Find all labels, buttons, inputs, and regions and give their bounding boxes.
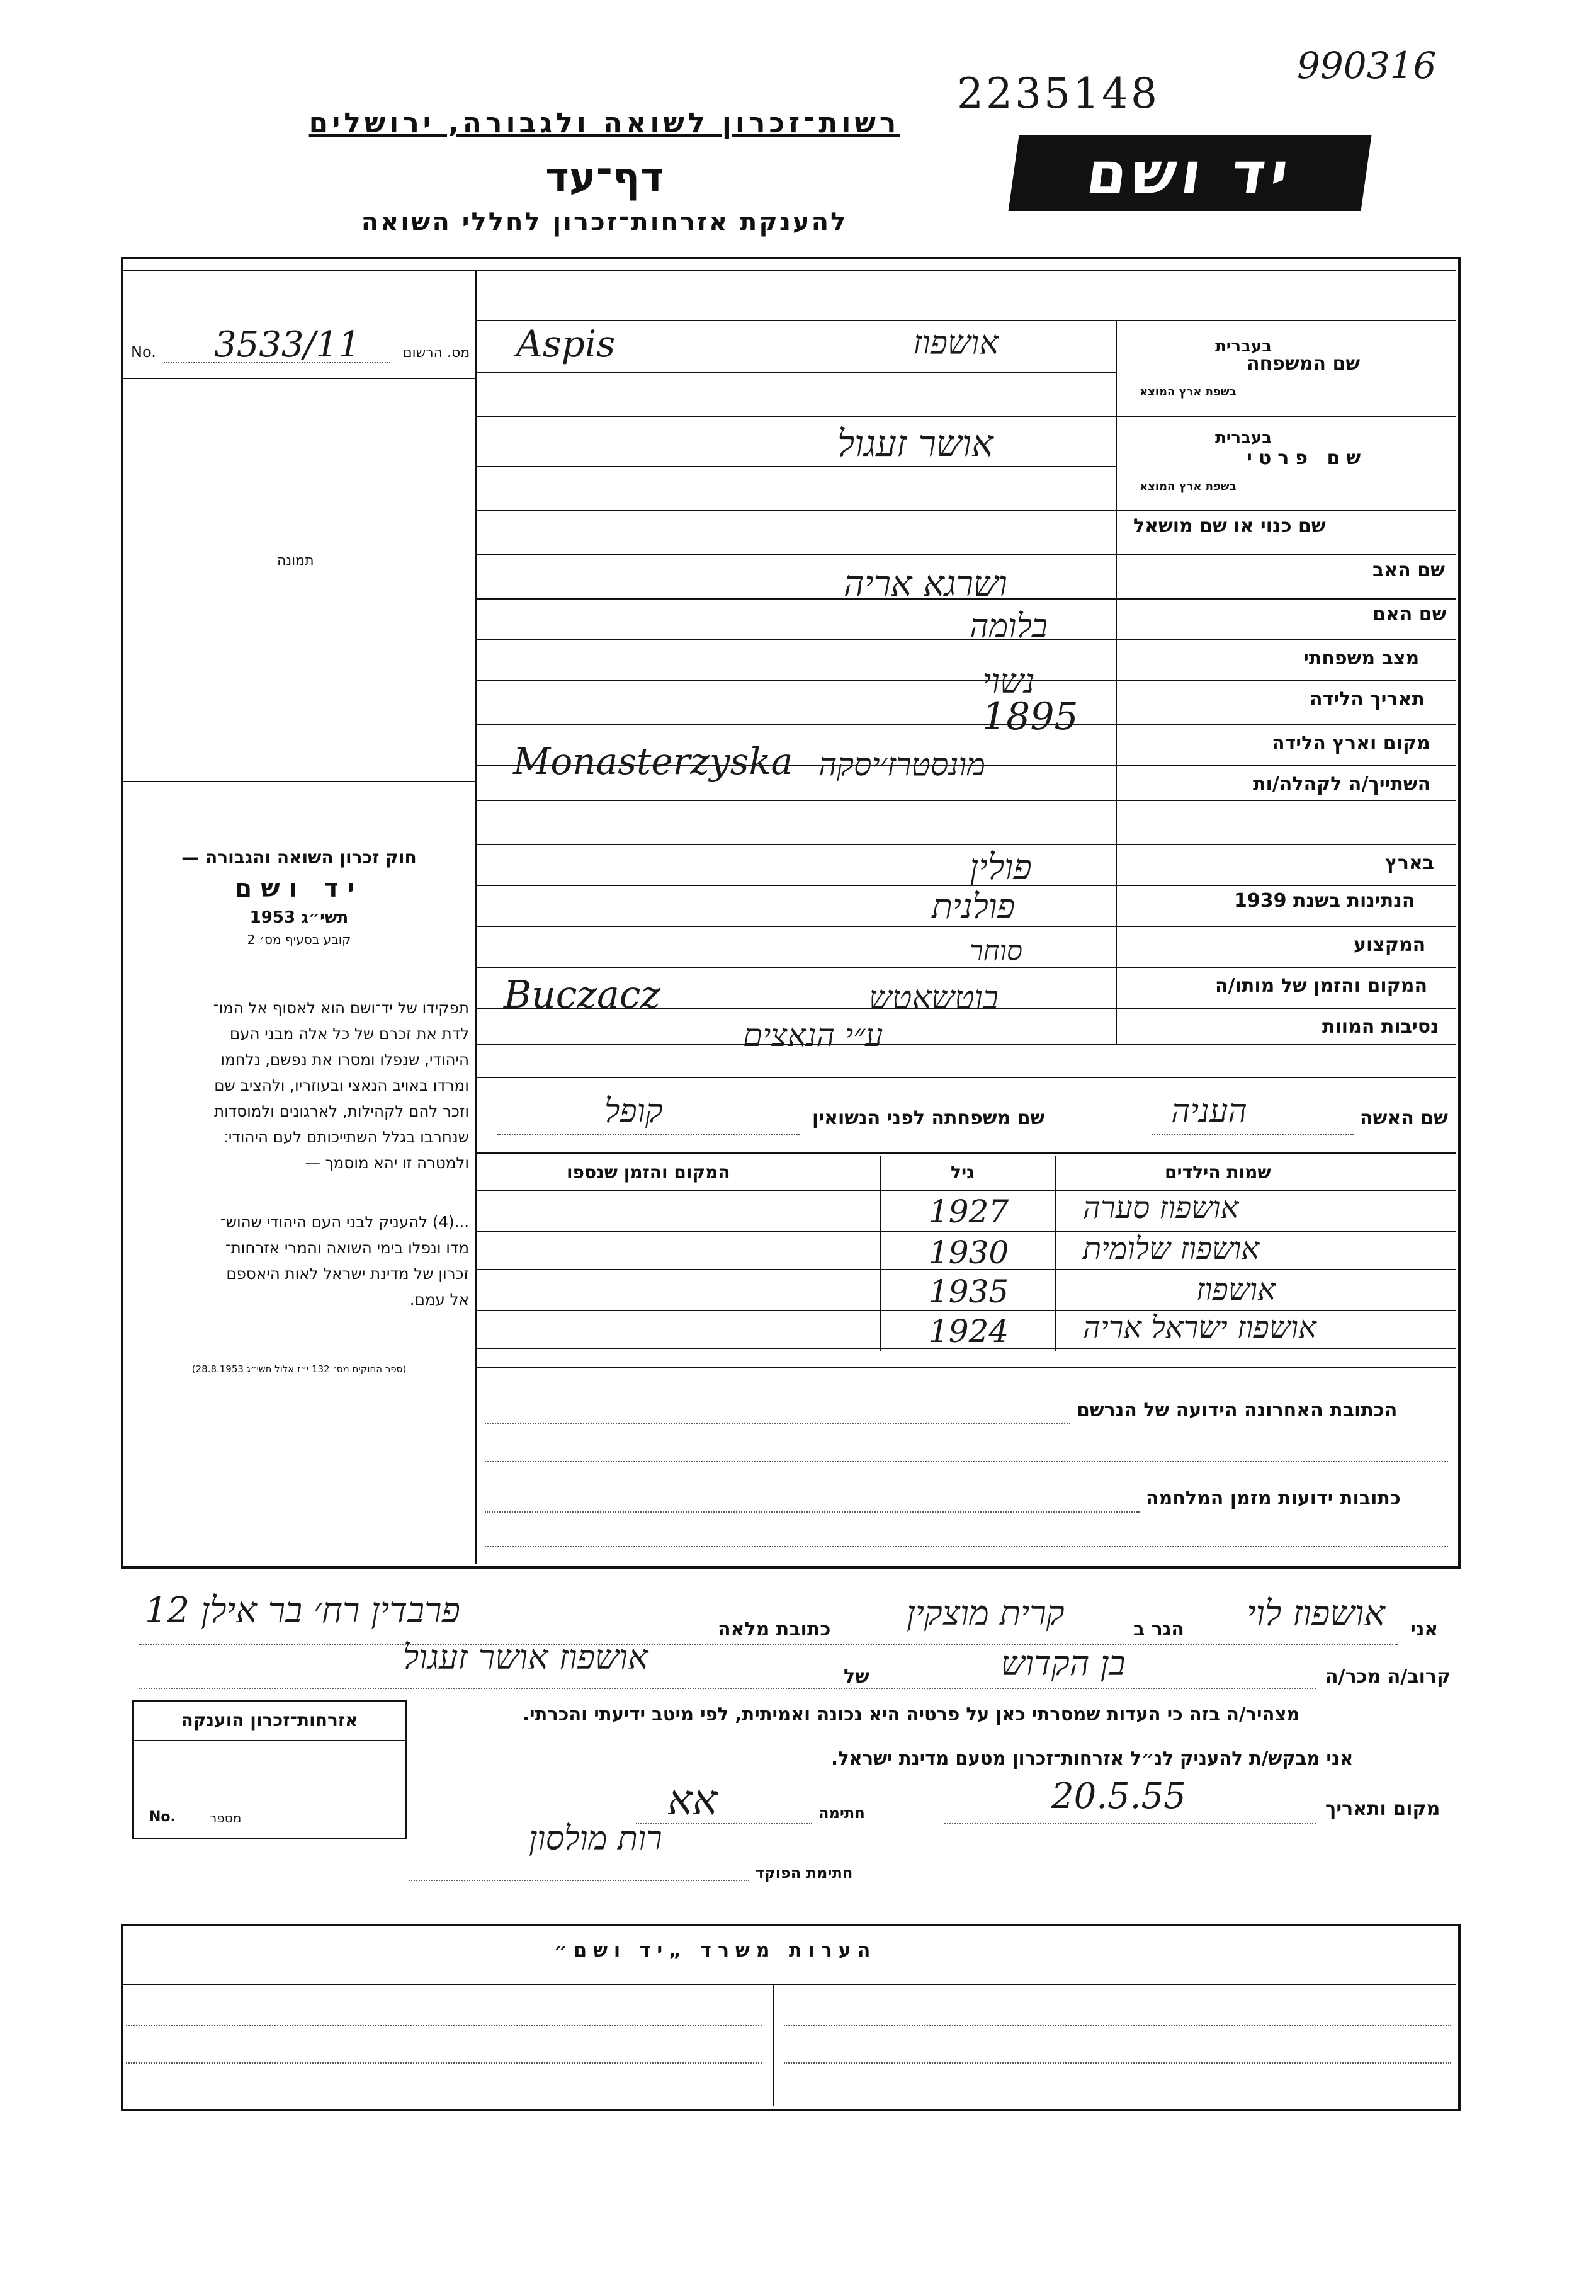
row-line: [475, 800, 1456, 801]
citizenship-box-title: אזרחות־זכרון הוענקה: [181, 1710, 358, 1731]
last-address-line-2: [485, 1461, 1448, 1462]
wartime-address-label: כתובות ידועות מזמן המלחמה: [1146, 1487, 1401, 1509]
citizenship-box-divider: [134, 1740, 405, 1741]
office-notes-line: [784, 2062, 1451, 2064]
relation-label: קרוב/ה מכר/ה: [1325, 1666, 1451, 1688]
law-p1-line: ולמטרה זו יהא מוסמך —: [305, 1154, 469, 1172]
wife-maiden-line: [497, 1134, 800, 1135]
form-subtitle: להענקת אזרחות־זכרון לחללי השואה: [361, 208, 848, 237]
law-p1-line: וזכר להם לקהילות, לארגונים ולמוסדות: [214, 1102, 469, 1120]
office-notes-divider: [773, 1985, 774, 2106]
citizenship-value[interactable]: פולנית: [932, 887, 1016, 926]
wife-name-value[interactable]: העניה: [1171, 1093, 1247, 1130]
children-row-line: [475, 1231, 1456, 1232]
office-notes-line: [126, 2062, 762, 2064]
registration-divider: [123, 378, 475, 379]
frame-top-inner: [123, 270, 1456, 271]
death-circumstances-label: נסיבות המוות: [1322, 1016, 1439, 1038]
place-date-label: מקום ותאריך: [1325, 1798, 1440, 1820]
wife-maiden-value[interactable]: קופל: [604, 1093, 663, 1130]
top-right-number: 990316: [1297, 44, 1437, 87]
relation-line: [139, 1688, 1316, 1689]
office-notes-line: [784, 2025, 1451, 2026]
wartime-address-line: [485, 1511, 1140, 1513]
law-p1-line: תפקידו של יד־ושם הוא לאסוף אל המו־: [213, 999, 469, 1017]
row-line: [475, 554, 1456, 555]
signature-value[interactable]: אא: [667, 1776, 718, 1824]
death-place-hebrew[interactable]: בוטשאטש: [869, 979, 999, 1017]
logo-text: יד ושם: [1082, 139, 1298, 207]
father-name-label: שם האב: [1372, 559, 1445, 581]
family-name-origin[interactable]: Aspis: [516, 322, 616, 365]
law-p1-line: היהודי, שנפלו ומסרו את נפשם, נלחמו: [220, 1050, 469, 1069]
law-p2-line: מדו ונפלו בימי השואה והמרי אזרחות־: [225, 1239, 469, 1257]
last-address-line: [485, 1423, 1070, 1424]
wife-maiden-label: שם משפחתה לפני הנשואין: [812, 1107, 1045, 1129]
child-name[interactable]: אושפוז שלומית: [1083, 1231, 1260, 1266]
death-place-label: המקום והזמן של מותו/ה: [1215, 975, 1428, 997]
family-name-hebrew[interactable]: אושפוז: [913, 324, 999, 362]
sub-row-line: [475, 466, 1116, 467]
row-line: [475, 320, 1456, 321]
children-age-header: גיל: [951, 1162, 975, 1183]
children-bottom-line: [475, 1367, 1456, 1368]
wife-top-line: [475, 1077, 1456, 1078]
first-name-hebrew[interactable]: אושר זעגול: [837, 422, 993, 465]
birth-place-origin[interactable]: Monasterzyska: [513, 740, 793, 783]
wife-label: שם האשה: [1360, 1107, 1448, 1129]
law-name: יד ושם: [234, 874, 364, 903]
child-name[interactable]: אושפוז: [1196, 1272, 1276, 1307]
first-name-origin-label: בשפת ארץ המוצא: [1140, 480, 1237, 493]
law-year: תשי״ג 1953: [249, 908, 349, 927]
signature-line: [636, 1823, 812, 1824]
row-line: [475, 885, 1456, 886]
birth-date-label: תאריך הלידה: [1310, 688, 1425, 710]
child-age[interactable]: 1935: [929, 1273, 1009, 1310]
relation-of-value[interactable]: אושפוז אושר זעגול: [403, 1637, 648, 1677]
law-block: [129, 847, 469, 947]
birth-place-hebrew[interactable]: מונסטרז׳יסקה: [818, 746, 985, 783]
left-column-divider: [475, 270, 477, 1564]
yad-vashem-logo: [1009, 135, 1372, 211]
row-line: [475, 680, 1456, 681]
relation-of-label: של: [844, 1666, 869, 1688]
law-p1-line: לדת את זכרם של כל אלה מבני העם: [229, 1025, 469, 1043]
father-name-value[interactable]: ושרגא אריה: [844, 564, 1007, 605]
row-line: [475, 416, 1456, 417]
profession-label: המקצוע: [1354, 934, 1426, 956]
children-names-header: שמות הילדים: [1165, 1162, 1271, 1183]
children-col-divider: [1055, 1156, 1056, 1351]
child-age[interactable]: 1924: [929, 1313, 1009, 1350]
declarant-resides-label: הגר ב: [1133, 1618, 1184, 1640]
child-age[interactable]: 1930: [929, 1234, 1009, 1271]
office-notes-header-line: [123, 1984, 1456, 1985]
officer-signature-line: [409, 1880, 749, 1881]
marital-status-label: מצב משפחתי: [1303, 647, 1420, 669]
wife-bottom-line: [475, 1152, 1456, 1154]
row-line: [475, 1044, 1456, 1045]
death-place-origin[interactable]: Buczacz: [504, 973, 660, 1017]
law-p1-line: ומרדו באויב הנאצי ובעוזריו, ולהציב שם: [214, 1076, 469, 1094]
label-column-divider: [1116, 320, 1117, 1044]
children-place-header: המקום והזמן שנספו: [567, 1162, 730, 1183]
last-address-label: הכתובת האחרונה הידועה של הנרשם: [1077, 1399, 1398, 1421]
office-notes-line: [126, 2025, 762, 2026]
child-name[interactable]: אושפוז סערה: [1083, 1190, 1239, 1225]
place-date-value[interactable]: 20.5.55: [1051, 1776, 1186, 1817]
photo-divider: [123, 781, 475, 782]
community-label: השתייך/ה לקהלה/ות: [1253, 773, 1431, 795]
office-notes-title: הערות משרד „יד ושם״: [554, 1940, 877, 1962]
registration-no-label: No.: [131, 343, 156, 361]
registration-label: מס. הרשום: [403, 345, 470, 361]
country-value[interactable]: פולין: [970, 847, 1032, 888]
mother-name-value[interactable]: בלומה: [970, 608, 1048, 645]
profession-value[interactable]: סוחר: [970, 935, 1022, 967]
citizenship-box-no-label: No.: [149, 1809, 176, 1825]
authority-title: רשות־זכרון לשואה ולגבורה, ירושלים: [308, 107, 900, 139]
birth-place-label: מקום וארץ הלידה: [1272, 732, 1430, 754]
law-paragraph-1: [129, 995, 469, 1176]
birth-date-value[interactable]: 1895: [982, 695, 1078, 739]
law-clause: קובע בסעיף מס׳ 2: [247, 932, 351, 947]
form-title: דף־עד: [545, 154, 664, 201]
mother-name-label: שם האם: [1372, 603, 1447, 625]
nickname-label: שם כנוי או שם מושאל: [1133, 515, 1326, 537]
declarant-name[interactable]: אושפוז לוי: [1247, 1593, 1385, 1634]
full-address-value[interactable]: פרבדין רח׳ בר אילן 12: [145, 1590, 460, 1631]
children-col-divider: [880, 1156, 881, 1351]
archive-number: 2235148: [957, 69, 1160, 118]
law-title: חוק זכרון השואה והגבורה —: [181, 847, 417, 868]
full-address-label: כתובת מלאה: [718, 1618, 831, 1640]
wife-name-line: [1152, 1134, 1354, 1135]
declarant-i-label: אני: [1410, 1618, 1439, 1640]
sub-row-line: [475, 372, 1116, 373]
family-name-label: שם המשפחה: [1247, 353, 1361, 375]
citizenship-box-num-label: מספר: [210, 1810, 242, 1826]
declarant-resides[interactable]: קרית מוצקין: [907, 1593, 1065, 1633]
family-name-hebrew-label: בעברית: [1215, 337, 1272, 356]
declaration-text: מצהיר/ה בזה כי העדות שמסרתי כאן על פרטיה היא נכונה ואמיתית, לפי מיטב ידיעתי והכרתי.: [523, 1703, 1300, 1725]
place-date-line: [944, 1823, 1316, 1824]
officer-signature-label: חתימת הפוקד: [756, 1864, 853, 1882]
officer-signature-value[interactable]: רות מולסון: [529, 1820, 662, 1858]
family-name-origin-label: בשפת ארץ המוצא: [1140, 385, 1237, 399]
country-label: בארץ: [1385, 852, 1435, 874]
law-p2-line: ...(4) להעניק לבני העם היהודי שהוש־: [220, 1213, 469, 1231]
law-paragraph-2: [129, 1209, 469, 1312]
first-name-label: שם פרטי: [1247, 447, 1367, 469]
signature-label: חתימה: [818, 1804, 865, 1822]
row-line: [475, 639, 1456, 640]
wartime-address-line-2: [485, 1546, 1448, 1547]
citizenship-label: הנתינות בשנת 1939: [1234, 890, 1415, 912]
child-age[interactable]: 1927: [929, 1193, 1009, 1230]
row-line: [475, 967, 1456, 968]
law-p1-line: שנחרבו בגלל השתייכותם לעם היהודי׃: [224, 1128, 469, 1146]
child-name[interactable]: אושפוז ישראל אריה: [1083, 1310, 1316, 1345]
law-citation: (ספר החוקים מס׳ 132 י״ז אלול תשי״ג 28.8.1953): [191, 1363, 407, 1375]
declarant-line: [139, 1644, 1398, 1645]
citizenship-granted-box: [132, 1700, 407, 1839]
photo-label: תמונה: [277, 553, 314, 569]
law-p2-line: זכרון של מדינת ישראל לאות היאספם: [226, 1265, 469, 1283]
marital-status-value[interactable]: נשוי: [982, 661, 1035, 701]
first-name-hebrew-label: בעברית: [1215, 428, 1272, 447]
row-line: [475, 844, 1456, 845]
row-line: [475, 724, 1456, 725]
row-line: [475, 510, 1456, 511]
law-p2-line: אל עמם.: [409, 1290, 469, 1309]
request-text: אני מבקש/ת להעניק לנ״ל אזרחות־זכרון מטעם מדינת ישראל.: [831, 1748, 1354, 1769]
children-header-line: [475, 1190, 1456, 1191]
death-circumstances-value[interactable]: ע״י הנאצים: [743, 1017, 883, 1054]
relation-value[interactable]: בן הקדוש: [1001, 1644, 1126, 1683]
registration-value[interactable]: 3533/11: [214, 324, 361, 365]
